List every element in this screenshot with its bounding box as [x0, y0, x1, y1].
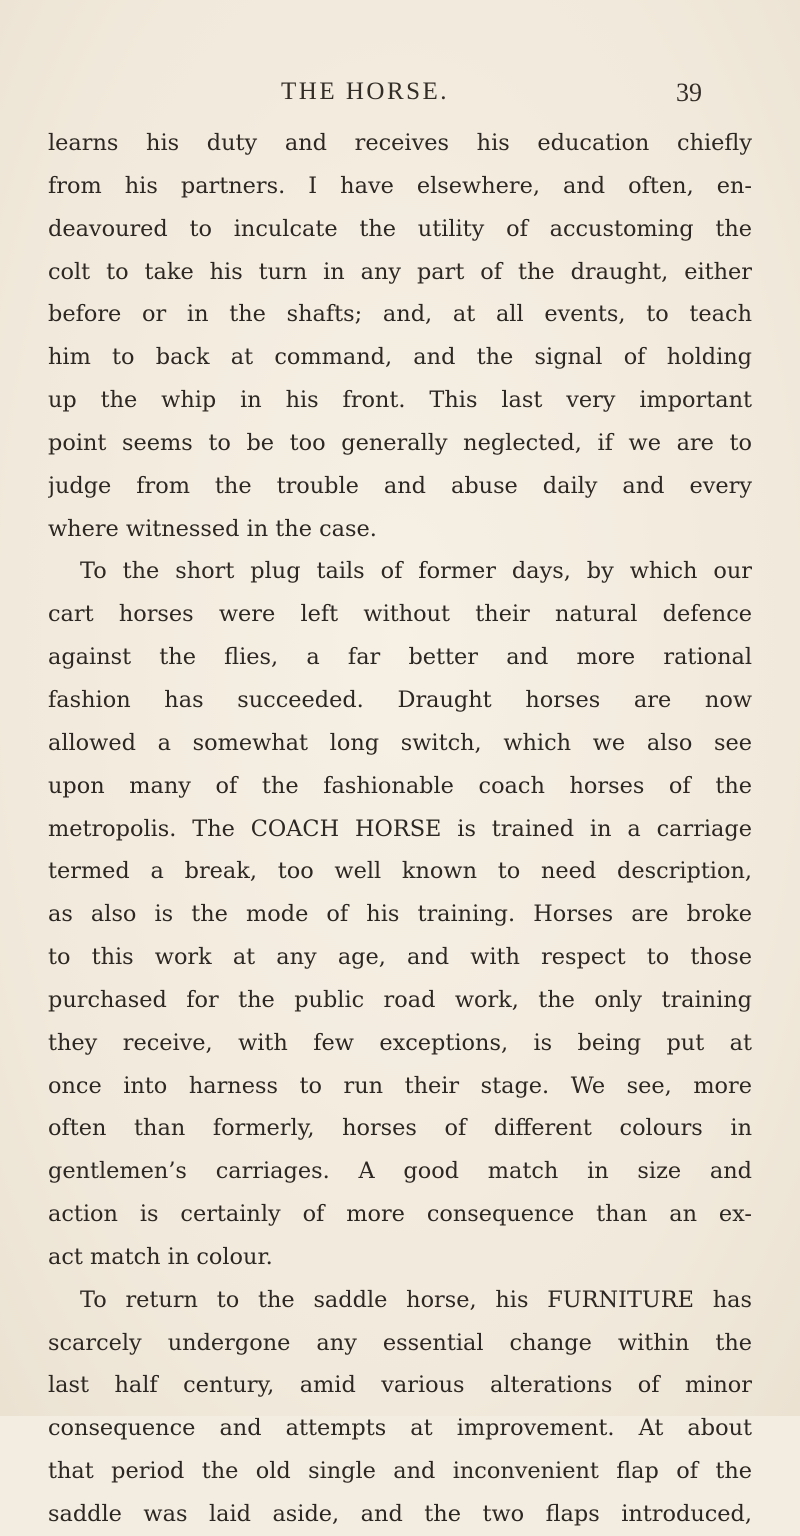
- text-line: often than formerly, horses of different colours in: [48, 1115, 752, 1142]
- text-line: last half century, amid various alterations of minor: [48, 1372, 752, 1399]
- text-line: learns his duty and receives his education chiefly: [48, 130, 752, 156]
- text-line: cart horses were left without their natural defence: [48, 601, 752, 628]
- text-line: metropolis. The COACH HORSE is trained in a carriage: [48, 815, 752, 842]
- text-line: action is certainly of more consequence than an ex-: [48, 1201, 752, 1228]
- text-line: they receive, with few exceptions, is being put at: [48, 1029, 752, 1056]
- text-line: fashion has succeeded. Draught horses are now: [48, 686, 752, 713]
- text-line: where witnessed in the case.: [48, 515, 377, 542]
- text-line: To return to the saddle horse, his FURNITURE has: [80, 1286, 752, 1313]
- text-line: judge from the trouble and abuse daily and every: [48, 472, 752, 499]
- text-line: colt to take his turn in any part of the draught, either: [48, 258, 752, 285]
- page-number: 39: [676, 78, 702, 107]
- text-line: consequence and attempts at improvement. At about: [48, 1415, 752, 1442]
- text-line: once into harness to run their stage. We see, more: [48, 1072, 752, 1099]
- text-line: deavoured to inculcate the utility of accustoming the: [48, 215, 752, 242]
- text-line: point seems to be too generally neglected, if we are to: [48, 429, 752, 456]
- text-line: against the flies, a far better and more rational: [48, 644, 752, 671]
- running-title: THE HORSE.: [281, 78, 450, 105]
- running-head: [0, 78, 800, 110]
- text-line: scarcely undergone any essential change within the: [48, 1329, 752, 1356]
- text-line: that period the old single and inconvenient flap of the: [48, 1458, 752, 1485]
- text-line: purchased for the public road work, the only training: [48, 986, 752, 1013]
- text-line: termed a break, too well known to need description,: [48, 858, 752, 885]
- text-line: allowed a somewhat long switch, which we also see: [48, 729, 752, 756]
- text-line: to this work at any age, and with respect to those: [48, 944, 752, 971]
- text-line: upon many of the fashionable coach horses of the: [48, 772, 752, 799]
- text-line: from his partners. I have elsewhere, and often, en-: [48, 172, 752, 199]
- text-line: as also is the mode of his training. Horses are broke: [48, 901, 752, 928]
- text-line: act match in colour.: [48, 1243, 273, 1270]
- text-line: up the whip in his front. This last very important: [48, 387, 752, 414]
- body-text: [48, 122, 752, 1536]
- text-line: To the short plug tails of former days, by which our: [80, 558, 752, 585]
- text-line: him to back at command, and the signal of holding: [48, 344, 752, 371]
- text-line: gentlemen’s carriages. A good match in size and: [48, 1158, 752, 1185]
- text-line: before or in the shafts; and, at all events, to teach: [48, 301, 752, 328]
- text-line: saddle was laid aside, and the two flaps introduced,: [48, 1501, 752, 1527]
